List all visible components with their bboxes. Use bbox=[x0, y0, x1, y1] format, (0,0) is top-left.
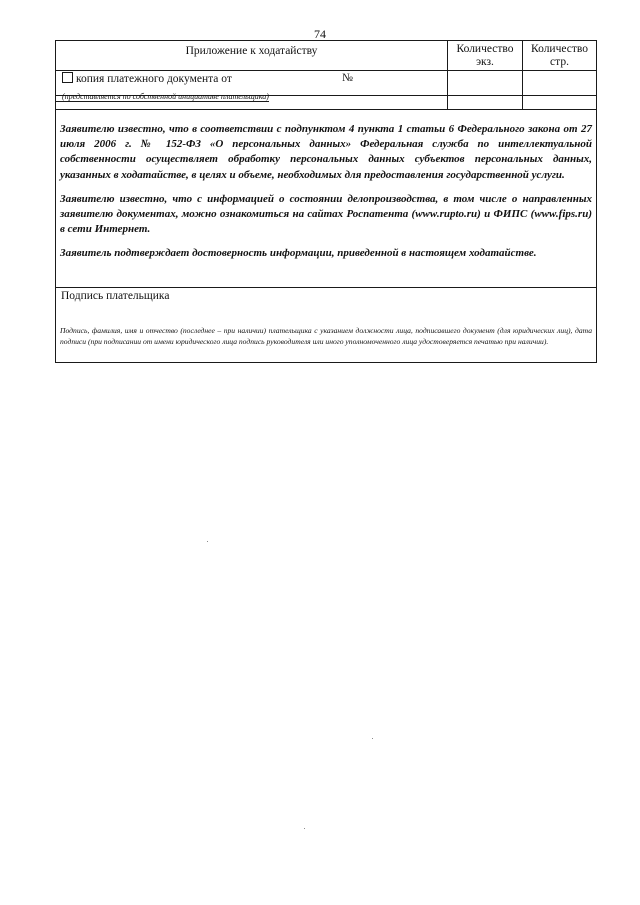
empty-pages-cell bbox=[523, 96, 596, 109]
header-quantity-pages: Количество стр. bbox=[531, 43, 588, 68]
attachment-item-line bbox=[56, 71, 447, 86]
quantity-copies-cell[interactable] bbox=[448, 71, 523, 95]
table-row bbox=[56, 70, 596, 101]
signature-note: Подпись, фамилия, имя и отчество (последнее – при наличии) плательщика с указанием должности лица, подписавшего документ (для юридических лиц), дата подписи (при подписании от имени юридического лица подпись руководителя или иного уполномоченного лица удостоверяется печатью при наличии). bbox=[60, 326, 592, 346]
application-form-table bbox=[55, 40, 597, 363]
page-number: 74 bbox=[314, 27, 326, 41]
payment-document-checkbox[interactable] bbox=[62, 72, 73, 83]
scan-speck bbox=[207, 541, 208, 542]
empty-attachment-cell bbox=[56, 96, 448, 109]
signature-label: Подпись плательщика bbox=[61, 290, 170, 302]
payment-document-label: копия платежного документа от bbox=[76, 73, 232, 85]
table-row-empty bbox=[56, 95, 596, 109]
accuracy-statement: Заявитель подтверждает достоверность информации, приведенной в настоящем ходатайстве. bbox=[60, 247, 537, 260]
quantity-pages-cell[interactable] bbox=[523, 71, 596, 95]
signature-section[interactable] bbox=[56, 287, 596, 362]
scan-speck bbox=[372, 738, 373, 739]
statements-section bbox=[56, 109, 596, 287]
case-status-statement: Заявителю известно, что с информацией о состоянии делопроизводства, в том числе о направленных заявителю документах, можно ознакомиться на сайтах Роспатента (www.rupto.ru) и ФИПС (www.fips.ru) в сети Интернет. bbox=[60, 192, 592, 236]
table-header-row bbox=[56, 41, 596, 70]
header-quantity-copies: Количество экз. bbox=[448, 41, 523, 70]
personal-data-statement: Заявителю известно, что в соответствии с подпунктом 4 пункта 1 статьи 6 Федерального закона от 27 июля 2006 г. № 152-ФЗ «О персональных данных» Федеральная служба по интеллектуальной собственности осуществляет обработку персональных данных субъектов персональных данных, указанных в ходатайстве, в целях и объеме, необходимых для предоставления государственной услуги. bbox=[60, 123, 592, 181]
attachment-item-cell bbox=[56, 71, 448, 101]
number-sign: № bbox=[342, 72, 353, 84]
payment-document-note: (представляется по собственной инициативе плательщика) bbox=[56, 92, 269, 102]
header-attachment: Приложение к ходатайству bbox=[56, 41, 448, 70]
scan-speck bbox=[304, 828, 305, 829]
empty-copies-cell bbox=[448, 96, 523, 109]
